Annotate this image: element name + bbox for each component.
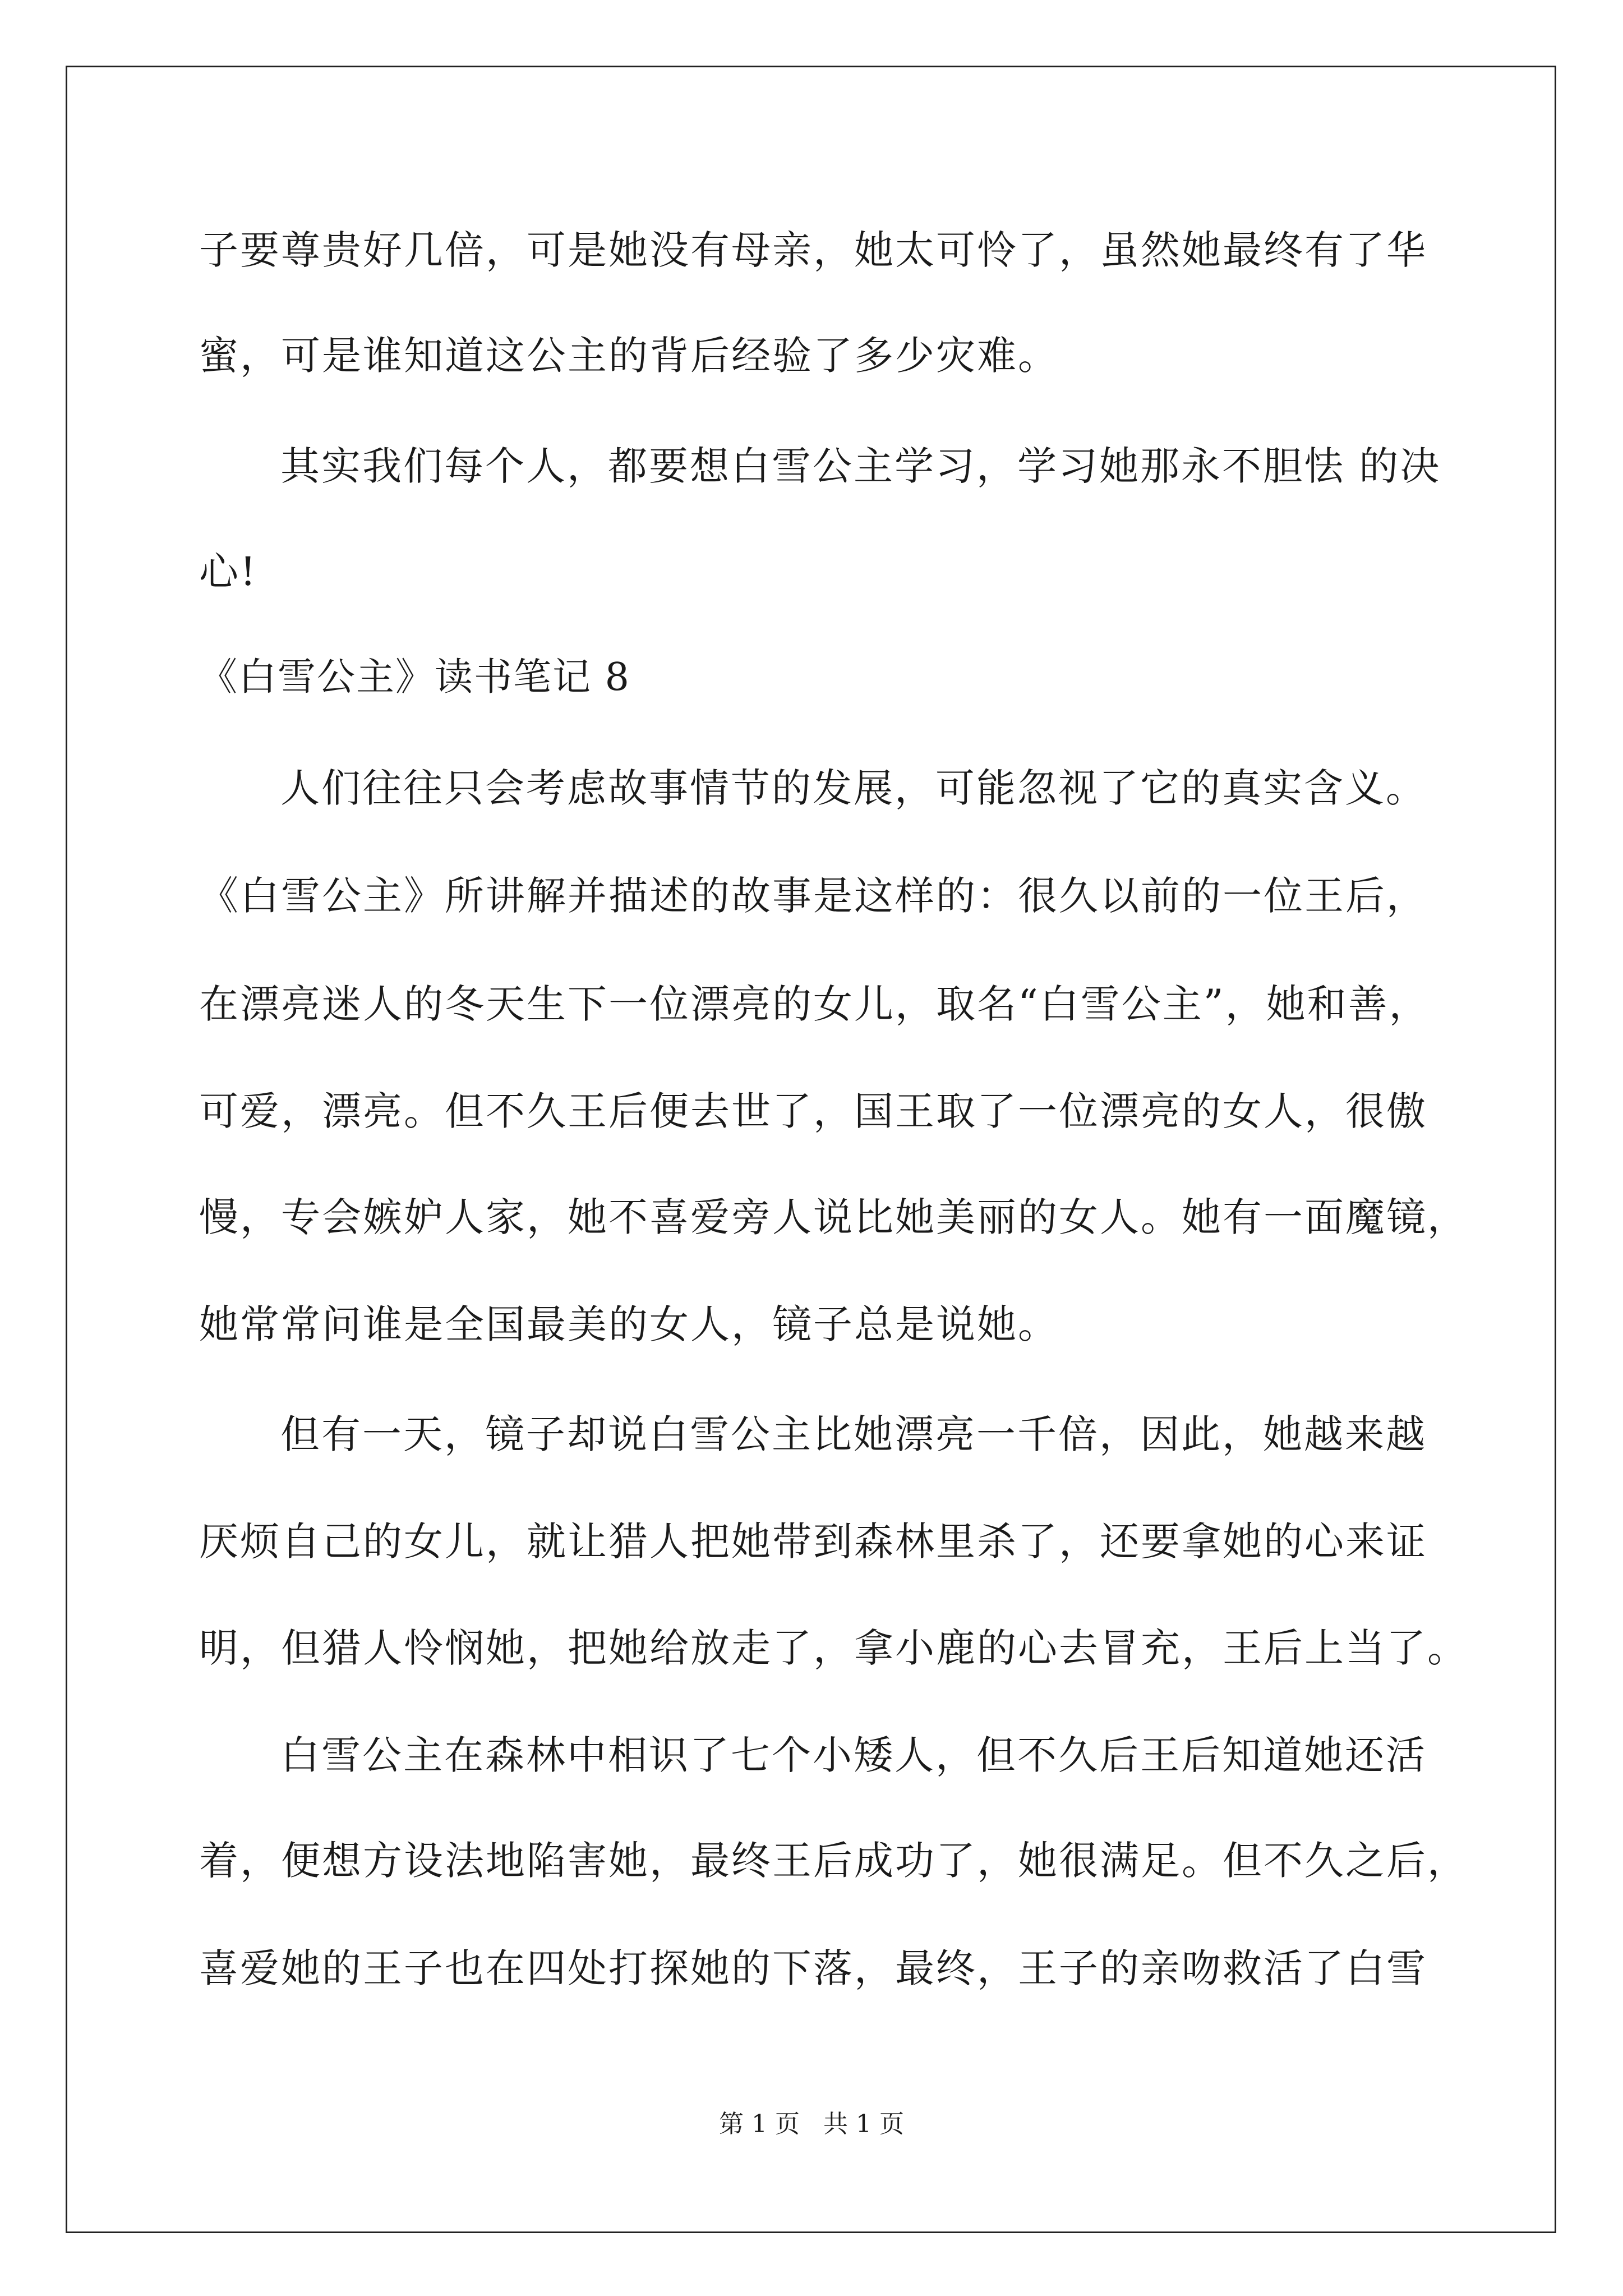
section-heading: 《白雪公主》读书笔记 8 — [199, 655, 630, 700]
page-number-footer: 第 1 页 共 1 页 — [719, 2110, 904, 2138]
page-border — [66, 66, 1556, 2233]
text-line: 明，但猎人怜悯她，把她给放走了，拿小鹿的心去冒充，王后上当了。 — [199, 1625, 1468, 1671]
text-line: 她常常问谁是全国最美的女人，镜子总是说她。 — [199, 1301, 1059, 1347]
text-line: 子要尊贵好几倍，可是她没有母亲，她太可怜了，虽然她最终有了华 — [199, 227, 1427, 273]
paragraph-first-line: 其实我们每个人，都要想白雪公主学习，学习她那永不胆怯 的决 — [280, 443, 1441, 489]
text-line: 《白雪公主》所讲解并描述的故事是这样的：很久以前的一位王后， — [199, 873, 1427, 919]
text-line: 蜜，可是谁知道这公主的背后经验了多少灾难。 — [199, 333, 1059, 379]
text-line: 慢，专会嫉妒人家，她不喜爱旁人说比她美丽的女人。她有一面魔镜， — [199, 1194, 1468, 1240]
text-line: 心! — [199, 549, 258, 595]
text-line: 可爱，漂亮。但不久王后便去世了，国王取了一位漂亮的女人，很傲 — [199, 1088, 1427, 1134]
paragraph-first-line: 人们往往只会考虑故事情节的发展，可能忽视了它的真实含义。 — [280, 765, 1427, 811]
paragraph-first-line: 白雪公主在森林中相识了七个小矮人，但不久后王后知道她还活 — [280, 1732, 1427, 1778]
text-line: 在漂亮迷人的冬天生下一位漂亮的女儿，取名“白雪公主”，她和善， — [199, 981, 1430, 1027]
text-line: 着，便想方设法地陷害她，最终王后成功了，她很满足。但不久之后， — [199, 1838, 1468, 1884]
text-line: 喜爱她的王子也在四处打探她的下落，最终，王子的亲吻救活了白雪 — [199, 1945, 1427, 1991]
paragraph-first-line: 但有一天，镜子却说白雪公主比她漂亮一千倍，因此，她越来越 — [280, 1411, 1427, 1457]
text-line: 厌烦自己的女儿，就让猎人把她带到森林里杀了，还要拿她的心来证 — [199, 1519, 1427, 1565]
